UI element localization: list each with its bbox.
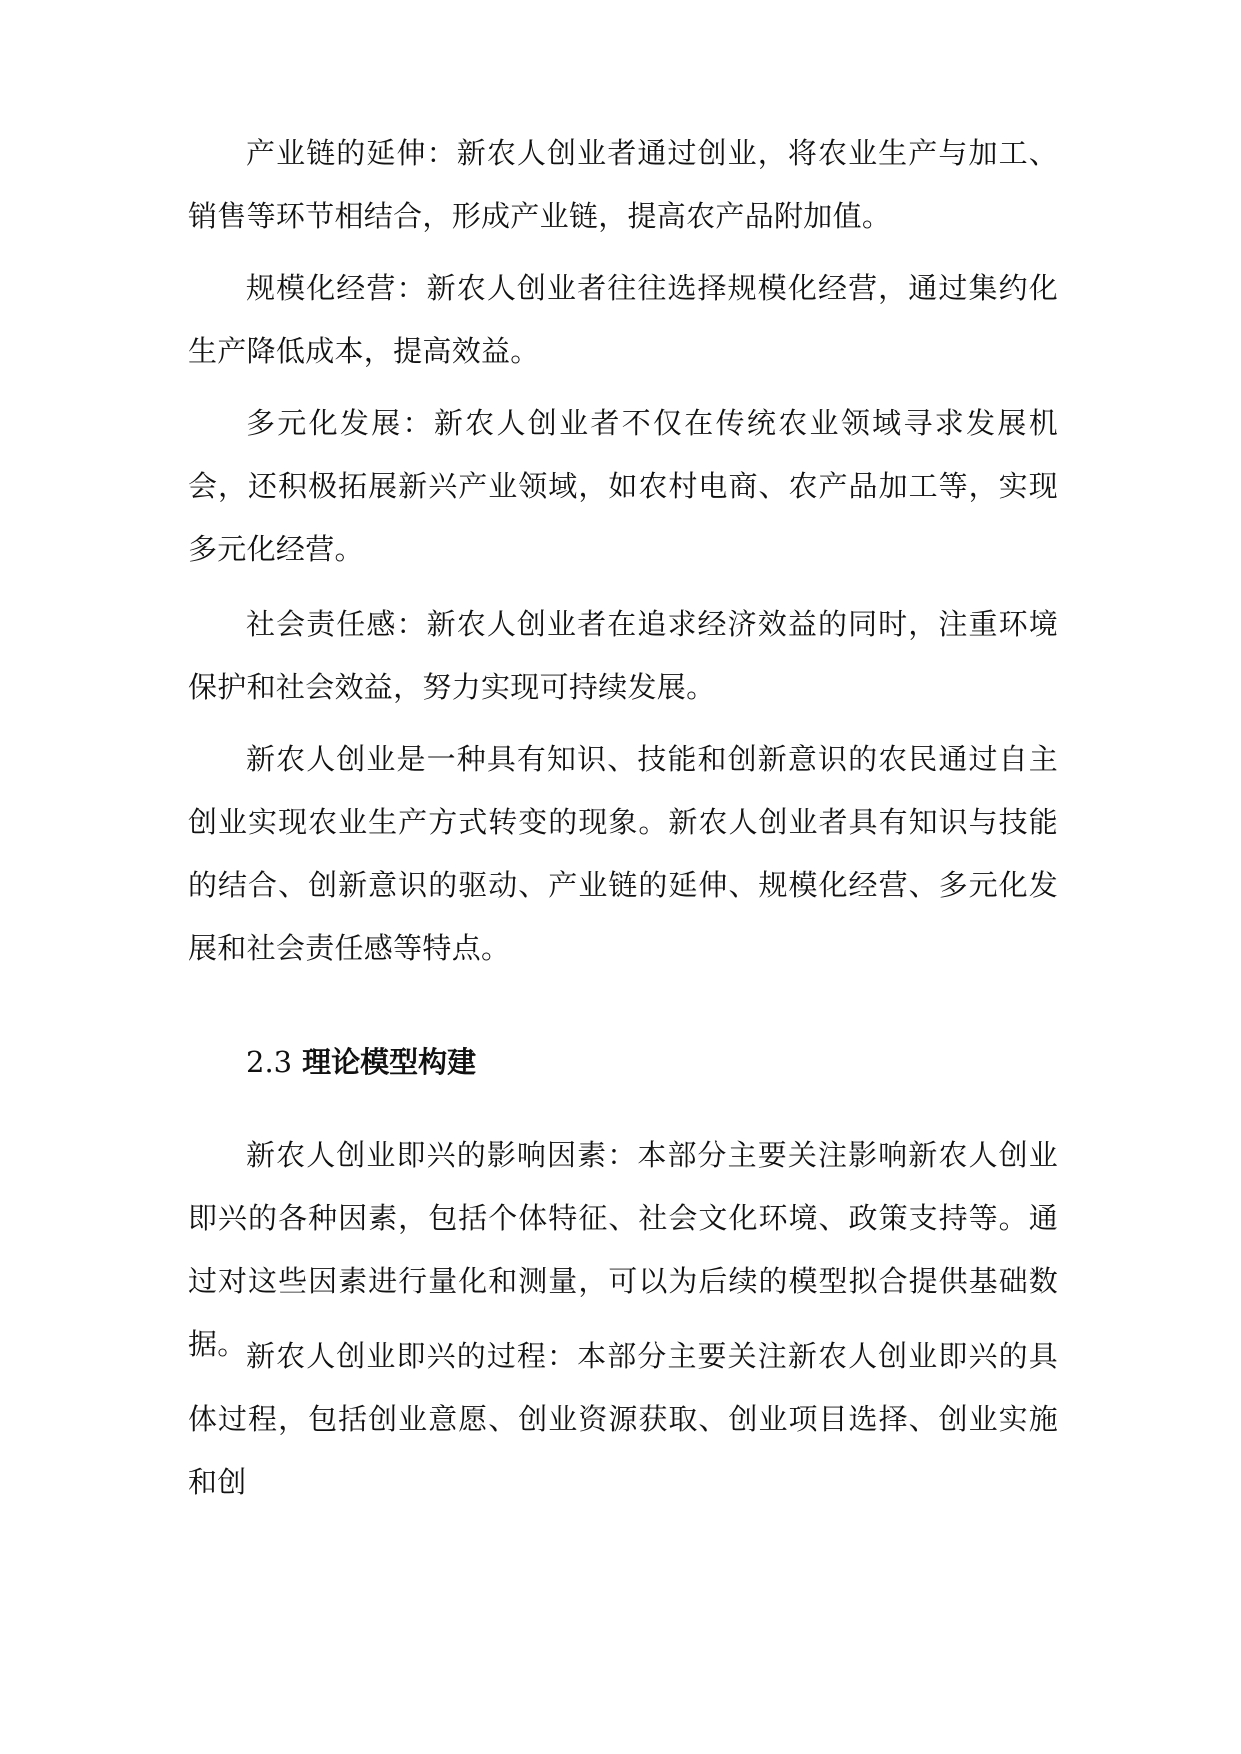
paragraph-summary: 新农人创业是一种具有知识、技能和创新意识的农民通过自主创业实现农业生产方式转变的现象。新农人创业者具有知识与技能的结合、创新意识的驱动、产业链的延伸、规模化经营、多元化发展和社会责任感等特点。 xyxy=(188,742,1058,965)
section-title: 理论模型构建 xyxy=(302,1045,477,1079)
paragraph-social-responsibility: 社会责任感：新农人创业者在追求经济效益的同时，注重环境保护和社会效益，努力实现可持续发展。 xyxy=(188,607,1058,704)
section-number: 2.3 xyxy=(246,1045,293,1079)
section-heading xyxy=(246,1042,476,1082)
paragraph-process: 新农人创业即兴的过程：本部分主要关注新农人创业即兴的具体过程，包括创业意愿、创业资源获取、创业项目选择、创业实施和创 xyxy=(188,1339,1058,1499)
paragraph-influencing-factors: 新农人创业即兴的影响因素：本部分主要关注影响新农人创业即兴的各种因素，包括个体特征、社会文化环境、政策支持等。通过对这些因素进行量化和测量，可以为后续的模型拟合提供基础数据。 xyxy=(188,1138,1058,1361)
paragraph-industry-chain: 产业链的延伸：新农人创业者通过创业，将农业生产与加工、销售等环节相结合，形成产业链，提高农产品附加值。 xyxy=(188,136,1058,233)
paragraph-scale-operation: 规模化经营：新农人创业者往往选择规模化经营，通过集约化生产降低成本，提高效益。 xyxy=(188,271,1058,368)
document-page xyxy=(188,0,1058,1754)
paragraph-diversification: 多元化发展：新农人创业者不仅在传统农业领域寻求发展机会，还积极拓展新兴产业领域，如农村电商、农产品加工等，实现多元化经营。 xyxy=(188,406,1058,566)
